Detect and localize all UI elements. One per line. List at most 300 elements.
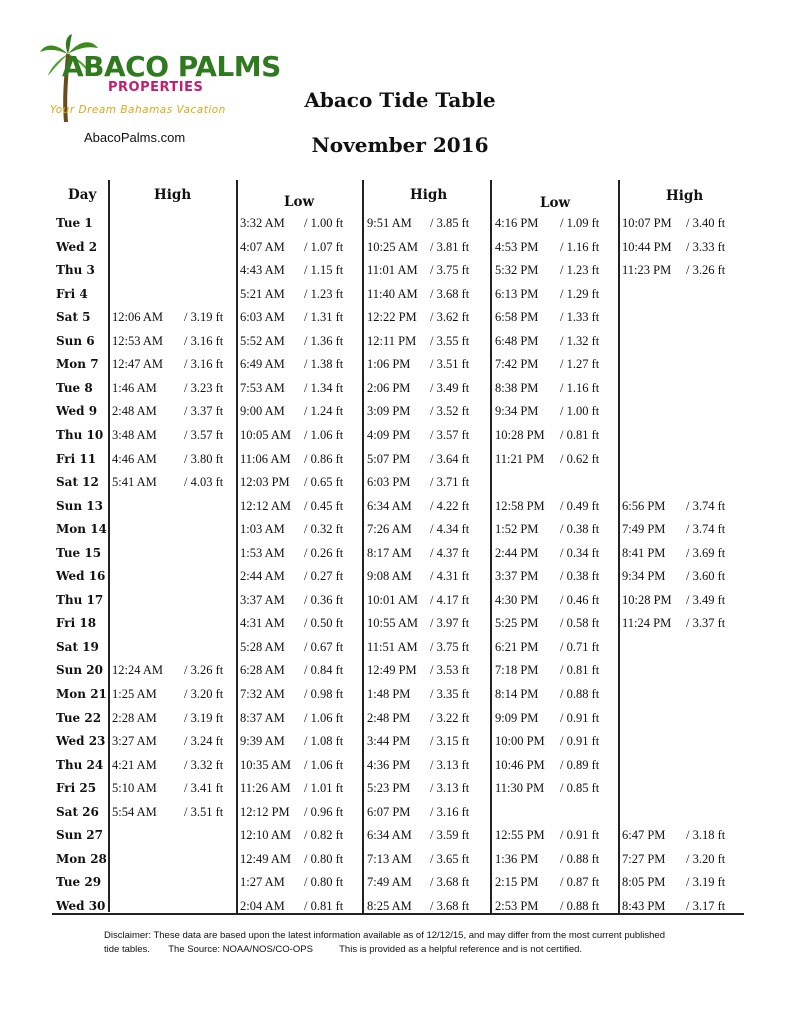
low1-height: / 0.32 ft [304, 522, 344, 537]
high3-height: / 3.69 ft [686, 545, 726, 560]
low1-time: 12:10 AM [240, 828, 292, 843]
table-row [52, 404, 744, 428]
page-subtitle: November 2016 [311, 133, 489, 157]
high2-height: / 3.35 ft [430, 687, 470, 701]
high2-time: 8:25 AM [367, 898, 412, 913]
low1-time: 10:05 AM [240, 427, 292, 442]
high1-time: 4:21 AM [112, 757, 157, 772]
row-day: Fri 25 [56, 781, 97, 796]
high1-height: / 3.41 ft [184, 781, 224, 796]
low1-height: / 1.34 ft [304, 380, 344, 395]
low2-time: 6:58 PM [495, 310, 539, 325]
high3-height: / 3.19 ft [686, 875, 726, 890]
high2-height: / 3.52 ft [430, 404, 470, 419]
high2-time: 4:09 PM [367, 427, 411, 442]
low2-time: 6:13 PM [495, 286, 539, 301]
page-title: Abaco Tide Table [304, 88, 496, 112]
low1-time: 9:39 AM [240, 734, 285, 749]
low2-time: 10:46 PM [495, 757, 545, 772]
low2-time: 5:25 PM [495, 616, 539, 631]
low1-time: 12:12 PM [240, 804, 290, 819]
low1-height: / 1.00 ft [304, 216, 344, 230]
high3-time: 6:56 PM [622, 498, 666, 513]
high2-time: 10:01 AM [367, 592, 419, 607]
table-row [52, 334, 744, 358]
high2-height: / 3.59 ft [430, 828, 470, 843]
low2-height: / 1.16 ft [560, 239, 600, 254]
low1-time: 12:03 PM [240, 475, 290, 490]
low1-height: / 1.06 ft [304, 427, 344, 442]
low2-height: / 0.81 ft [560, 663, 600, 678]
low2-time: 4:53 PM [495, 239, 539, 254]
row-day: Wed 30 [56, 898, 106, 913]
low2-time: 2:44 PM [495, 545, 539, 560]
low2-time: 12:58 PM [495, 498, 545, 513]
logo-name-part1: ABACO [62, 50, 178, 83]
high1-time: 12:24 AM [112, 663, 164, 678]
row-day: Sat 5 [56, 310, 91, 325]
high1-height: / 3.57 ft [184, 427, 224, 442]
high1-height: / 3.24 ft [184, 734, 224, 749]
high3-time: 9:34 PM [622, 569, 666, 584]
high3-height: / 3.17 ft [686, 898, 726, 913]
low2-height: / 0.71 ft [560, 639, 600, 654]
disclaimer-line-2: tide tables. The Source: NOAA/NOS/CO-OPS This is provided as a helpful reference and is not certified. [104, 944, 583, 955]
high1-time: 12:47 AM [112, 357, 164, 372]
high2-time: 8:17 AM [367, 545, 412, 560]
high1-time: 5:10 AM [112, 781, 157, 796]
high2-height: / 4.22 ft [430, 498, 470, 513]
high2-time: 7:26 AM [367, 522, 412, 537]
high2-height: / 3.81 ft [430, 239, 470, 254]
high2-height: / 4.17 ft [430, 592, 470, 607]
table-row [52, 216, 744, 240]
high2-height: / 3.22 ft [430, 710, 470, 725]
low1-time: 5:28 AM [240, 639, 285, 654]
low2-height: / 0.91 ft [560, 734, 600, 749]
low1-height: / 0.96 ft [304, 804, 344, 819]
high2-height: / 4.37 ft [430, 545, 470, 560]
logo-tagline: Your Dream Bahamas Vacation [50, 104, 226, 116]
low2-time: 3:37 PM [495, 569, 539, 584]
row-day: Tue 15 [56, 545, 102, 560]
low1-time: 5:52 AM [240, 333, 285, 348]
high1-time: 12:06 AM [112, 310, 164, 325]
high1-height: / 3.26 ft [184, 663, 224, 678]
high2-height: / 3.65 ft [430, 851, 470, 866]
high2-time: 11:01 AM [367, 263, 418, 278]
low2-time: 1:36 PM [495, 851, 539, 866]
table-row [52, 546, 744, 570]
table-row [52, 357, 744, 381]
table-row [52, 852, 744, 876]
logo-sub: PROPERTIES [108, 80, 204, 95]
low1-height: / 1.08 ft [304, 734, 344, 749]
high1-height: / 3.23 ft [184, 380, 224, 395]
high3-height: / 3.49 ft [686, 592, 726, 607]
low2-time: 9:34 PM [495, 404, 539, 419]
high1-time: 2:48 AM [112, 404, 157, 419]
low2-height: / 0.85 ft [560, 781, 600, 796]
header-low-1: Low [284, 194, 315, 210]
high1-height: / 3.19 ft [184, 310, 224, 325]
high2-height: / 3.75 ft [430, 639, 470, 654]
low2-time: 8:14 PM [495, 687, 539, 701]
row-day: Mon 14 [56, 522, 107, 537]
header-day: Day [68, 187, 97, 203]
header-high-2: High [410, 187, 448, 203]
high2-height: / 3.13 ft [430, 781, 470, 796]
table-row [52, 287, 744, 311]
high2-time: 6:34 AM [367, 498, 412, 513]
high3-time: 8:41 PM [622, 545, 666, 560]
table-row [52, 828, 744, 852]
low1-time: 3:37 AM [240, 592, 285, 607]
disclaimer [104, 929, 724, 957]
low2-time: 10:28 PM [495, 427, 545, 442]
high1-time: 2:28 AM [112, 710, 157, 725]
low2-time: 4:30 PM [495, 592, 539, 607]
high3-time: 8:43 PM [622, 898, 666, 913]
row-day: Tue 22 [56, 710, 102, 725]
low1-height: / 1.06 ft [304, 710, 344, 725]
low1-time: 6:49 AM [240, 357, 285, 372]
high2-time: 10:25 AM [367, 239, 419, 254]
high2-height: / 3.68 ft [430, 875, 470, 890]
low1-height: / 1.24 ft [304, 404, 344, 419]
low1-height: / 1.01 ft [304, 781, 344, 796]
low2-height: / 1.09 ft [560, 216, 600, 230]
high3-time: 11:23 PM [622, 263, 672, 278]
row-day: Mon 21 [56, 687, 107, 701]
low2-height: / 1.33 ft [560, 310, 600, 325]
high2-time: 1:06 PM [367, 357, 411, 372]
high3-height: / 3.18 ft [686, 828, 726, 843]
high2-height: / 3.16 ft [430, 804, 470, 819]
high2-time: 9:08 AM [367, 569, 412, 584]
row-day: Mon 7 [56, 357, 99, 372]
high3-time: 10:44 PM [622, 239, 672, 254]
low2-height: / 0.34 ft [560, 545, 600, 560]
high1-height: / 3.16 ft [184, 357, 224, 372]
row-day: Thu 24 [56, 757, 104, 772]
high3-time: 6:47 PM [622, 828, 666, 843]
high2-height: / 3.51 ft [430, 357, 470, 372]
low2-time: 8:38 PM [495, 380, 539, 395]
high1-height: / 3.20 ft [184, 687, 224, 701]
header-low-2: Low [540, 195, 571, 211]
table-row [52, 522, 744, 546]
row-day: Fri 18 [56, 616, 97, 631]
low2-height: / 0.91 ft [560, 828, 600, 843]
high2-height: / 3.55 ft [430, 333, 470, 348]
high3-height: / 3.37 ft [686, 616, 726, 631]
row-day: Wed 2 [56, 239, 98, 254]
disclaimer-line-1: Disclaimer: These data are based upon the latest information available as of 12/12/15, and may differ from the most current published [104, 930, 665, 941]
low1-height: / 0.45 ft [304, 498, 344, 513]
low2-height: / 0.88 ft [560, 898, 600, 913]
low1-time: 1:53 AM [240, 545, 285, 560]
row-day: Wed 23 [56, 734, 106, 749]
low1-time: 4:31 AM [240, 616, 285, 631]
table-row [52, 499, 744, 523]
high2-time: 12:49 PM [367, 663, 417, 678]
high3-height: / 3.33 ft [686, 239, 726, 254]
low1-time: 12:12 AM [240, 498, 292, 513]
header-high-3: High [666, 188, 704, 204]
high1-time: 3:27 AM [112, 734, 157, 749]
high2-height: / 3.64 ft [430, 451, 470, 466]
row-day: Sun 20 [56, 663, 103, 678]
high1-height: / 3.37 ft [184, 404, 224, 419]
low1-height: / 0.50 ft [304, 616, 344, 631]
low1-time: 1:03 AM [240, 522, 285, 537]
low1-height: / 0.86 ft [304, 451, 344, 466]
table-row [52, 593, 744, 617]
row-day: Sun 27 [56, 828, 103, 843]
low1-time: 6:28 AM [240, 663, 285, 678]
high2-time: 9:51 AM [367, 216, 412, 230]
low1-height: / 0.36 ft [304, 592, 344, 607]
high2-time: 7:49 AM [367, 875, 412, 890]
low2-height: / 0.91 ft [560, 710, 600, 725]
table-row [52, 875, 744, 899]
high2-height: / 3.71 ft [430, 475, 470, 490]
high1-height: / 3.16 ft [184, 333, 224, 348]
high2-height: / 4.31 ft [430, 569, 470, 584]
low2-time: 2:53 PM [495, 898, 539, 913]
low2-height: / 0.46 ft [560, 592, 600, 607]
table-row [52, 734, 744, 758]
high2-time: 1:48 PM [367, 687, 411, 701]
low2-height: / 0.62 ft [560, 451, 600, 466]
table-row [52, 240, 744, 264]
low2-height: / 0.88 ft [560, 687, 600, 701]
low1-height: / 0.26 ft [304, 545, 344, 560]
low1-height: / 0.65 ft [304, 475, 344, 490]
row-day: Thu 17 [56, 592, 104, 607]
high2-time: 3:09 PM [367, 404, 411, 419]
low2-time: 7:42 PM [495, 357, 539, 372]
high2-time: 3:44 PM [367, 734, 411, 749]
high1-height: / 3.32 ft [184, 757, 224, 772]
high3-height: / 3.26 ft [686, 263, 726, 278]
low1-height: / 1.31 ft [304, 310, 344, 325]
low2-time: 7:18 PM [495, 663, 539, 678]
low1-height: / 1.06 ft [304, 757, 344, 772]
high1-time: 12:53 AM [112, 333, 164, 348]
row-day: Mon 28 [56, 851, 107, 866]
high2-height: / 3.57 ft [430, 427, 470, 442]
high3-time: 7:27 PM [622, 851, 666, 866]
low2-height: / 0.38 ft [560, 522, 600, 537]
low2-height: / 1.27 ft [560, 357, 600, 372]
high1-height: / 3.19 ft [184, 710, 224, 725]
high2-height: / 3.68 ft [430, 286, 470, 301]
low1-height: / 0.81 ft [304, 898, 344, 913]
site-url: AbacoPalms.com [84, 130, 186, 145]
high1-height: / 4.03 ft [184, 475, 224, 490]
low2-time: 12:55 PM [495, 828, 545, 843]
row-day: Sat 26 [56, 804, 99, 819]
table-row [52, 616, 744, 640]
low1-time: 5:21 AM [240, 286, 285, 301]
table-row [52, 569, 744, 593]
table-row [52, 781, 744, 805]
low1-height: / 0.80 ft [304, 851, 344, 866]
low1-height: / 0.82 ft [304, 828, 344, 843]
low2-height: / 1.23 ft [560, 263, 600, 278]
row-day: Fri 11 [56, 451, 97, 466]
tide-table [52, 180, 744, 915]
row-day: Fri 4 [56, 286, 88, 301]
high2-time: 6:03 PM [367, 475, 411, 490]
row-day: Tue 29 [56, 875, 102, 890]
low1-height: / 0.67 ft [304, 639, 344, 654]
low1-time: 4:43 AM [240, 263, 285, 278]
low1-time: 6:03 AM [240, 310, 285, 325]
low2-time: 6:21 PM [495, 639, 539, 654]
low1-time: 8:37 AM [240, 710, 285, 725]
high3-time: 7:49 PM [622, 522, 666, 537]
high1-time: 1:46 AM [112, 380, 157, 395]
high2-time: 4:36 PM [367, 757, 411, 772]
low1-time: 11:06 AM [240, 451, 291, 466]
low2-height: / 0.89 ft [560, 757, 600, 772]
row-day: Sun 6 [56, 333, 95, 348]
low2-height: / 0.87 ft [560, 875, 600, 890]
high3-time: 10:28 PM [622, 592, 672, 607]
low2-time: 11:21 PM [495, 451, 545, 466]
low2-height: / 0.81 ft [560, 427, 600, 442]
high2-time: 5:07 PM [367, 451, 411, 466]
high2-height: / 3.97 ft [430, 616, 470, 631]
high2-time: 2:06 PM [367, 380, 411, 395]
high2-height: / 3.75 ft [430, 263, 470, 278]
low2-time: 9:09 PM [495, 710, 539, 725]
low1-time: 10:35 AM [240, 757, 292, 772]
low2-time: 10:00 PM [495, 734, 545, 749]
row-day: Thu 10 [56, 427, 104, 442]
low1-height: / 1.15 ft [304, 263, 344, 278]
high3-height: / 3.74 ft [686, 498, 726, 513]
low1-time: 2:04 AM [240, 898, 285, 913]
table-row [52, 687, 744, 711]
row-day: Sun 13 [56, 498, 103, 513]
high2-time: 12:11 PM [367, 333, 417, 348]
high2-time: 11:40 AM [367, 286, 418, 301]
low1-time: 3:32 AM [240, 216, 285, 230]
high2-time: 6:07 PM [367, 804, 411, 819]
low2-height: / 1.29 ft [560, 286, 600, 301]
table-row [52, 475, 744, 499]
low1-time: 1:27 AM [240, 875, 285, 890]
low1-height: / 1.23 ft [304, 286, 344, 301]
table-row [52, 263, 744, 287]
high3-time: 11:24 PM [622, 616, 672, 631]
low1-height: / 1.36 ft [304, 333, 344, 348]
table-row [52, 711, 744, 735]
high1-time: 4:46 AM [112, 451, 157, 466]
table-row [52, 381, 744, 405]
row-day: Sat 19 [56, 639, 99, 654]
low1-time: 7:32 AM [240, 687, 285, 701]
low2-height: / 0.88 ft [560, 851, 600, 866]
low2-height: / 0.38 ft [560, 569, 600, 584]
high2-height: / 3.85 ft [430, 216, 470, 230]
low2-height: / 0.58 ft [560, 616, 600, 631]
low1-time: 12:49 AM [240, 851, 292, 866]
table-row [52, 640, 744, 664]
table-row [52, 428, 744, 452]
high3-time: 8:05 PM [622, 875, 666, 890]
low2-time: 6:48 PM [495, 333, 539, 348]
row-day: Wed 16 [56, 569, 106, 584]
high2-height: / 4.34 ft [430, 522, 470, 537]
low1-height: / 1.38 ft [304, 357, 344, 372]
low2-time: 11:30 PM [495, 781, 545, 796]
low2-height: / 1.00 ft [560, 404, 600, 419]
low2-time: 2:15 PM [495, 875, 539, 890]
table-row [52, 452, 744, 476]
low2-height: / 0.49 ft [560, 498, 600, 513]
header-high-1: High [154, 187, 192, 203]
row-day: Wed 9 [56, 404, 98, 419]
low1-height: / 0.27 ft [304, 569, 344, 584]
row-day: Thu 3 [56, 263, 95, 278]
low2-height: / 1.16 ft [560, 380, 600, 395]
high2-height: / 3.15 ft [430, 734, 470, 749]
low1-time: 11:26 AM [240, 781, 291, 796]
table-row [52, 899, 744, 923]
high2-time: 7:13 AM [367, 851, 412, 866]
high1-time: 5:54 AM [112, 804, 157, 819]
low1-time: 2:44 AM [240, 569, 285, 584]
high2-height: / 3.49 ft [430, 380, 470, 395]
high1-height: / 3.80 ft [184, 451, 224, 466]
high3-height: / 3.40 ft [686, 216, 726, 230]
row-day: Sat 12 [56, 475, 99, 490]
low1-time: 4:07 AM [240, 239, 285, 254]
low1-height: / 0.80 ft [304, 875, 344, 890]
high2-time: 12:22 PM [367, 310, 417, 325]
low2-time: 4:16 PM [495, 216, 539, 230]
high2-time: 10:55 AM [367, 616, 419, 631]
low2-time: 1:52 PM [495, 522, 539, 537]
low1-height: / 0.98 ft [304, 687, 344, 701]
low1-time: 9:00 AM [240, 404, 285, 419]
row-day: Tue 8 [56, 380, 93, 395]
high2-time: 5:23 PM [367, 781, 411, 796]
low2-time: 5:32 PM [495, 263, 539, 278]
high2-time: 2:48 PM [367, 710, 411, 725]
high3-height: / 3.60 ft [686, 569, 726, 584]
high2-time: 11:51 AM [367, 639, 418, 654]
high3-height: / 3.74 ft [686, 522, 726, 537]
low1-height: / 1.07 ft [304, 239, 344, 254]
table-row [52, 805, 744, 829]
table-row [52, 310, 744, 334]
logo-name [62, 50, 281, 83]
table-row [52, 663, 744, 687]
high1-time: 5:41 AM [112, 475, 157, 490]
low2-height: / 1.32 ft [560, 333, 600, 348]
high1-time: 1:25 AM [112, 687, 157, 701]
low1-time: 7:53 AM [240, 380, 285, 395]
high2-time: 6:34 AM [367, 828, 412, 843]
row-day: Tue 1 [56, 216, 93, 230]
table-row [52, 758, 744, 782]
